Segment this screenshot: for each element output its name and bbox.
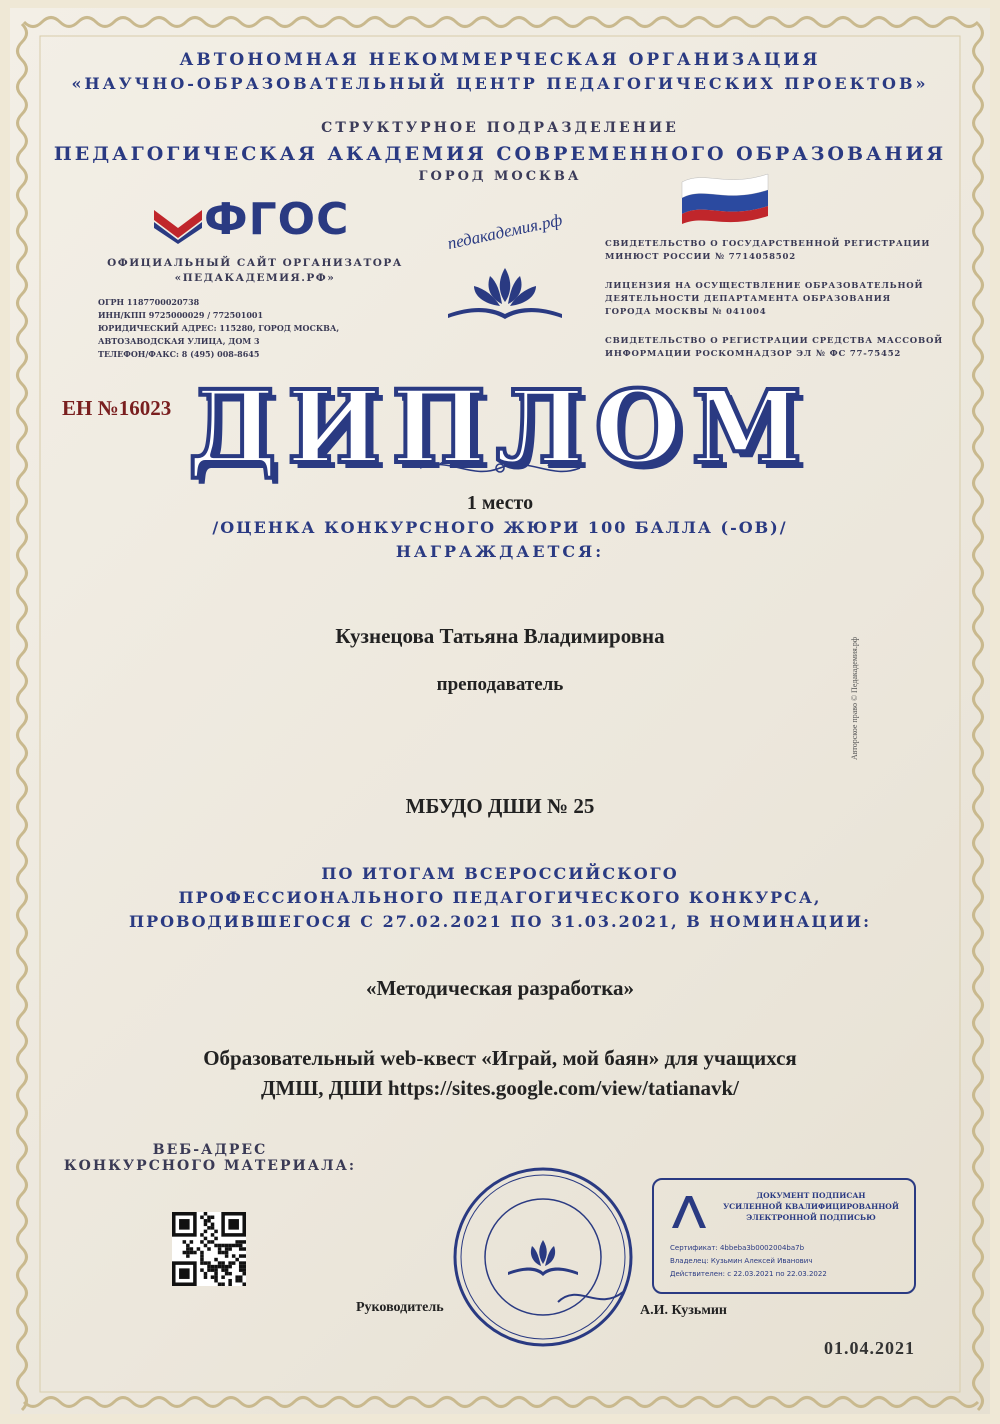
org-line-1: АВТОНОМНАЯ НЕКОММЕРЧЕСКАЯ ОРГАНИЗАЦИЯ bbox=[179, 50, 821, 70]
fgos-logo bbox=[152, 194, 372, 248]
institution: МБУДО ДШИ № 25 bbox=[405, 794, 595, 818]
serial-number: ЕН №16023 bbox=[62, 396, 172, 420]
req-line: ИНН/КПП 9725000029 / 772501001 bbox=[98, 310, 264, 320]
esign-valid: Действителен: с 22.03.2021 по 22.03.2022 bbox=[670, 1270, 827, 1278]
esign-title-line: ЭЛЕКТРОННОЙ ПОДПИСЬЮ bbox=[746, 1213, 876, 1222]
esign-title-line: ДОКУМЕНТ ПОДПИСАН bbox=[756, 1191, 866, 1200]
req-line: ЮРИДИЧЕСКИЙ АДРЕС: 115280, ГОРОД МОСКВА, bbox=[98, 323, 340, 333]
site-label-2: «ПЕДАКАДЕМИЯ.РФ» bbox=[174, 272, 336, 284]
recipient-position: преподаватель bbox=[436, 674, 564, 695]
reg-line: ГОРОДА МОСКВЫ № 041004 bbox=[605, 307, 767, 317]
web-label-line: КОНКУРСНОГО МАТЕРИАЛА: bbox=[63, 1158, 357, 1174]
place: 1 место bbox=[466, 492, 534, 514]
site-label-1: ОФИЦИАЛЬНЫЙ САЙТ ОРГАНИЗАТОРА bbox=[107, 257, 403, 269]
reg-line: СВИДЕТЕЛЬСТВО О ГОСУДАРСТВЕННОЙ РЕГИСТРАЦИИ bbox=[605, 239, 931, 249]
lotus-book-icon bbox=[440, 262, 570, 326]
reg-line: ИНФОРМАЦИИ РОСКОМНАДЗОР ЭЛ № ФС 77-75452 bbox=[605, 349, 902, 359]
esign-title bbox=[716, 1190, 906, 1223]
contest-line: ПРОФЕССИОНАЛЬНОГО ПЕДАГОГИЧЕСКОГО КОНКУРСА, bbox=[178, 888, 822, 907]
contest-description bbox=[0, 862, 1000, 934]
web-label-line: ВЕБ-АДРЕС bbox=[152, 1142, 268, 1158]
work-title-line-1: Образовательный web-квест «Играй, мой баян» для учащихся bbox=[203, 1046, 797, 1070]
diploma-title: ДИПЛОМ bbox=[187, 368, 813, 486]
esign-owner: Владелец: Кузьмин Алексей Иванович bbox=[670, 1257, 813, 1265]
city: ГОРОД МОСКВА bbox=[418, 169, 582, 184]
official-stamp bbox=[448, 1162, 638, 1352]
reg-line: МИНЮСТ РОССИИ № 7714058502 bbox=[605, 252, 796, 262]
score-line: /ОЦЕНКА КОНКУРСНОГО ЖЮРИ 100 БАЛЛА (-ОВ)/ bbox=[212, 518, 788, 537]
reg-line: ДЕЯТЕЛЬНОСТИ ДЕПАРТАМЕНТА ОБРАЗОВАНИЯ bbox=[605, 294, 891, 304]
issue-date: 01.04.2021 bbox=[824, 1338, 915, 1358]
esign-details bbox=[670, 1242, 827, 1281]
web-address-label bbox=[60, 1142, 360, 1174]
pedakademiya-text: педакадемия.рф bbox=[445, 210, 564, 254]
nomination: «Методическая разработка» bbox=[366, 976, 634, 1000]
qr-code-icon[interactable] bbox=[172, 1212, 246, 1286]
reg-line: СВИДЕТЕЛЬСТВО О РЕГИСТРАЦИИ СРЕДСТВА МАССОВОЙ bbox=[605, 336, 943, 346]
req-line: ТЕЛЕФОН/ФАКС: 8 (495) 008-8645 bbox=[98, 349, 260, 359]
requisites bbox=[98, 296, 398, 361]
req-line: ОГРН 1187700020738 bbox=[98, 297, 200, 307]
signer-label: Руководитель bbox=[356, 1300, 444, 1315]
electronic-signature-box bbox=[652, 1178, 916, 1294]
org-line-2: «НАУЧНО-ОБРАЗОВАТЕЛЬНЫЙ ЦЕНТР ПЕДАГОГИЧЕСКИХ ПРОЕКТОВ» bbox=[71, 74, 929, 93]
esign-cert: Сертификат: 4bbeba3b0002004ba7b bbox=[670, 1244, 805, 1252]
registration-info bbox=[605, 238, 945, 361]
work-title-line-2: ДМШ, ДШИ https://sites.google.com/view/tatianavk/ bbox=[260, 1076, 740, 1100]
fgos-text: ФГОС bbox=[204, 194, 350, 245]
academy-name: ПЕДАГОГИЧЕСКАЯ АКАДЕМИЯ СОВРЕМЕННОГО ОБРАЗОВАНИЯ bbox=[53, 143, 947, 165]
russian-flag-icon bbox=[680, 168, 770, 226]
reg-line: ЛИЦЕНЗИЯ НА ОСУЩЕСТВЛЕНИЕ ОБРАЗОВАТЕЛЬНОЙ bbox=[605, 281, 924, 291]
req-line: АВТОЗАВОДСКАЯ УЛИЦА, ДОМ 3 bbox=[98, 336, 260, 346]
signature-logo-icon bbox=[668, 1192, 708, 1232]
copyright-side-text: Авторское право © Педакадемия.рф bbox=[850, 636, 859, 760]
contest-line: ПО ИТОГАМ ВСЕРОССИЙСКОГО bbox=[321, 864, 679, 883]
awarded-label: НАГРАЖДАЕТСЯ: bbox=[395, 542, 605, 561]
ornament-icon bbox=[410, 454, 590, 482]
recipient-name: Кузнецова Татьяна Владимировна bbox=[335, 624, 665, 648]
fgos-chevron-icon bbox=[152, 204, 204, 244]
contest-line: ПРОВОДИВШЕГОСЯ С 27.02.2021 ПО 31.03.2021, В НОМИНАЦИИ: bbox=[128, 912, 872, 931]
signer-name: А.И. Кузьмин bbox=[640, 1303, 728, 1318]
division-label: СТРУКТУРНОЕ ПОДРАЗДЕЛЕНИЕ bbox=[321, 120, 679, 136]
esign-title-line: УСИЛЕННОЙ КВАЛИФИЦИРОВАННОЙ bbox=[723, 1202, 899, 1211]
